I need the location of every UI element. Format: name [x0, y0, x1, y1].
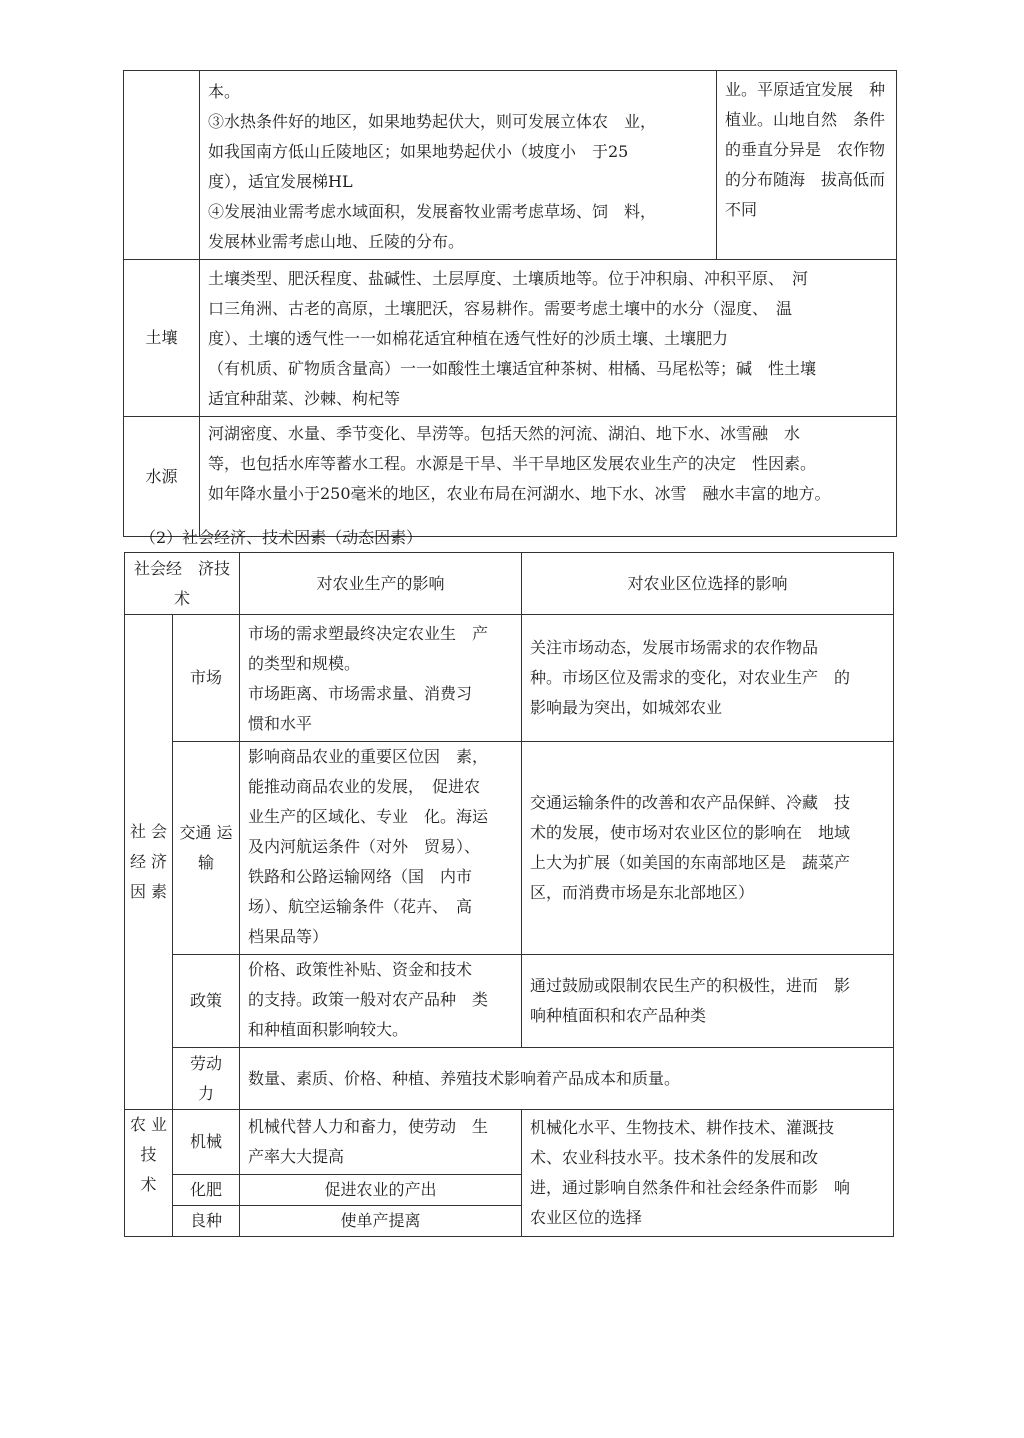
text-line: 适宜种甜菜、沙棘、枸杞等 [208, 389, 401, 408]
table-row [124, 71, 897, 260]
soil-label: 土壤 [124, 260, 200, 417]
text-line: 影响最为突出，如城郊农业 [530, 698, 723, 717]
text-line: 不同 [725, 200, 758, 219]
table-header-row [125, 553, 894, 615]
group-label-line: 因 素 [129, 882, 168, 901]
text-line: 口三角洲、古老的高原，土壤肥沃，容易耕作。需要考虑土壤中的水分（湿度、 温 [208, 299, 793, 318]
text-line: 的支持。政策一般对农产品种 类 [248, 990, 489, 1009]
header-line: 术 [174, 588, 191, 608]
text-line: 档果品等） [248, 927, 329, 946]
text-line: 度），适宜发展梯HL [208, 172, 353, 191]
text-line: 关注市场动态，发展市场需求的农作物品 [530, 638, 819, 657]
group-social-economic [125, 615, 173, 1110]
text-line: 产率大大提高 [248, 1147, 345, 1166]
tech-location [522, 1110, 894, 1237]
text-line: 如我国南方低山丘陵地区；如果地势起伏小（坡度小 于25 [208, 142, 629, 161]
label-line: 劳动 [190, 1053, 223, 1073]
text-line: 植业。山地自然 条件 [725, 110, 886, 129]
table-row [125, 1110, 894, 1175]
text-line: 场）、航空运输条件（花卉、 高 [248, 897, 473, 916]
text-line: 业。平原适宜发展 种 [725, 80, 886, 99]
machinery-label: 机械 [173, 1110, 240, 1175]
text-line: ③水热条件好的地区，如果地势起伏大，则可发展立体农 业， [208, 112, 657, 131]
table-row [124, 417, 897, 537]
group-label-line: 术 [140, 1175, 157, 1194]
text-line: 通过鼓励或限制农民生产的积极性，进而 影 [530, 976, 851, 995]
group-label-line: 经 济 [129, 852, 168, 871]
label-line: 力 [198, 1083, 215, 1103]
text-line: 术、农业科技水平。技术条件的发展和改 [530, 1148, 819, 1167]
group-label-line: 技 [140, 1145, 157, 1164]
policy-production [240, 955, 522, 1048]
fertilizer-label: 化肥 [173, 1175, 240, 1206]
text-line: 发展林业需考虑山地、丘陵的分布。 [208, 232, 465, 251]
table-row [125, 615, 894, 742]
table-row [124, 260, 897, 417]
text-line: 的垂直分异是 农作物 [725, 140, 886, 159]
notes-cell [717, 71, 897, 260]
market-label: 市场 [173, 615, 240, 742]
policy-label: 政策 [173, 955, 240, 1048]
text-line: 市场的需求塑最终决定农业生 产 [248, 624, 489, 643]
text-line: 术的发展，使市场对农业区位的影响在 地域 [530, 823, 851, 842]
text-line: 等，也包括水库等蓄水工程。水源是干旱、半干旱地区发展农业生产的决定 性因素。 [208, 454, 817, 473]
header-line: 社会经 济技 [134, 558, 231, 578]
row-label [124, 71, 200, 260]
text-line: 交通运输条件的改善和农产品保鲜、冷藏 技 [530, 793, 851, 812]
table-row [125, 1048, 894, 1110]
text-line: 如年降水量小于250毫米的地区，农业布局在河湖水、地下水、冰雪 融水丰富的地方。 [208, 484, 831, 503]
text-line: 影响商品农业的重要区位因 素， [248, 747, 489, 766]
socio-economic-table [124, 552, 894, 1237]
text-line: 的类型和规模。 [248, 654, 361, 673]
label-line: 交通 运 [179, 823, 233, 842]
transport-production [240, 742, 522, 955]
transport-label [173, 742, 240, 955]
group-label-line: 社 会 [129, 822, 168, 841]
group-label-line: 农 业 [129, 1115, 168, 1134]
text-line: 响种植面积和农产品种类 [530, 1006, 707, 1025]
labor-label [173, 1048, 240, 1110]
table-row [125, 955, 894, 1048]
transport-location [522, 742, 894, 955]
label-line: 输 [198, 853, 215, 872]
text-line: 进，通过影响自然条件和社会经条件而影 响 [530, 1178, 851, 1197]
water-text [200, 417, 897, 537]
text-line: 度）、土壤的透气性一一如棉花适宜种植在透气性好的沙质土壤、土壤肥力 [208, 329, 729, 348]
text-line: 市场距离、市场需求量、消费习 [248, 684, 473, 703]
labor-text: 数量、素质、价格、种植、养殖技术影响着产品成本和质量。 [240, 1048, 894, 1110]
effects-cell [200, 71, 717, 260]
group-agri-tech [125, 1110, 173, 1237]
text-line: （有机质、矿物质含量高）一一如酸性土壤适宜种茶树、柑橘、马尾松等；碱 性土壤 [208, 359, 817, 378]
text-line: 上大为扩展（如美国的东南部地区是 蔬菜产 [530, 853, 851, 872]
machinery-production [240, 1110, 522, 1175]
policy-location [522, 955, 894, 1048]
header-production-effect: 对农业生产的影响 [240, 553, 522, 615]
market-production [240, 615, 522, 742]
header-category [125, 553, 240, 615]
soil-text [200, 260, 897, 417]
text-line: 价格、政策性补贴、资金和技术 [248, 960, 473, 979]
header-location-effect: 对农业区位选择的影响 [522, 553, 894, 615]
text-line: 区，而消费市场是东北部地区） [530, 883, 755, 902]
text-line: 及内河航运条件（对外 贸易）、 [248, 837, 481, 856]
text-line: 土壤类型、肥沃程度、盐碱性、土层厚度、土壤质地等。位于冲积扇、冲积平原、 河 [208, 269, 809, 288]
market-location [522, 615, 894, 742]
text-line: 河湖密度、水量、季节变化、旱涝等。包括天然的河流、湖泊、地下水、冰雪融 水 [208, 424, 801, 443]
text-line: 惯和水平 [248, 714, 313, 733]
text-line: 农业区位的选择 [530, 1208, 643, 1227]
water-label: 水源 [124, 417, 200, 537]
fertilizer-production: 促进农业的产出 [240, 1175, 522, 1206]
text-line: 业生产的区域化、专业 化。海运 [248, 807, 489, 826]
text-line: 能推动商品农业的发展， 促进农 [248, 777, 481, 796]
text-line: 种。市场区位及需求的变化，对农业生产 的 [530, 668, 851, 687]
natural-factors-table [123, 70, 897, 537]
seed-label: 良种 [173, 1206, 240, 1237]
text-line: 和种植面积影响较大。 [248, 1020, 409, 1039]
section-caption: （2）社会经济、技术因素（动态因素） [140, 528, 423, 547]
text-line: 铁路和公路运输网络（国 内市 [248, 867, 473, 886]
text-line: ④发展油业需考虑水域面积，发展畜牧业需考虑草场、饲 料， [208, 202, 657, 221]
text-line: 机械化水平、生物技术、耕作技术、灌溉技 [530, 1118, 835, 1137]
seed-production: 使单产提离 [240, 1206, 522, 1237]
table-row [125, 742, 894, 955]
text-line: 本。 [208, 82, 241, 101]
text-line: 的分布随海 拔高低而 [725, 170, 886, 189]
text-line: 机械代替人力和畜力，使劳动 生 [248, 1117, 489, 1136]
